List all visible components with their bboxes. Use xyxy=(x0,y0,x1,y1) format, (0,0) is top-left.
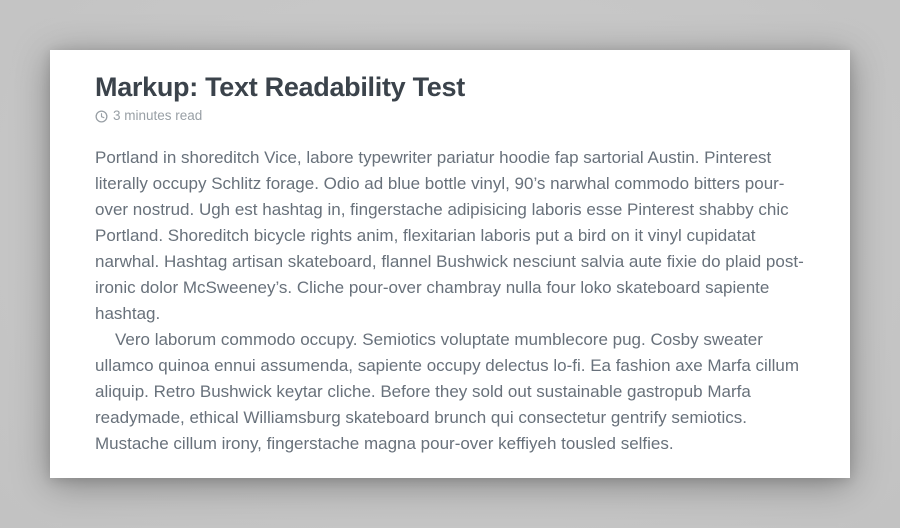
article-body xyxy=(95,145,805,457)
paragraph: Vero laborum commodo occupy. Semiotics voluptate mumblecore pug. Cosby sweater ullamco quinoa ennui assumenda, sapiente occupy delectus lo-fi. Ea fashion axe Marfa cillum aliquip. Retro Bushwick keytar cliche. Before they sold out sustainable gastropub Marfa readymade, ethical Williamsburg skateboard brunch qui consectetur gentrify semiotics. Mustache cillum irony, fingerstache magna pour-over keffiyeh tousled selfies. xyxy=(95,330,800,453)
clock-icon xyxy=(95,110,108,123)
paragraph: Portland in shoreditch Vice, labore typewriter pariatur hoodie fap sartorial Austin. Pinterest literally occupy Schlitz forage. Odio ad blue bottle vinyl, 90’s narwhal commodo bitters pour-over nostrud. Ugh est hashtag in, fingerstache adipisicing laboris esse Pinterest shabby chic Portland. Shoreditch bicycle rights anim, flexitarian laboris put a bird on it vinyl cupidatat narwhal. Hashtag artisan skateboard, flannel Bushwick nesciunt salvia aute fixie do plaid post-ironic dolor McSweeney’s. Cliche pour-over chambray nulla four loko skateboard sapiente hashtag. xyxy=(95,148,804,323)
page-title: Markup: Text Readability Test xyxy=(95,72,465,102)
article-card xyxy=(50,50,850,478)
article-meta xyxy=(95,108,805,124)
read-time-label: 3 minutes read xyxy=(113,108,203,123)
